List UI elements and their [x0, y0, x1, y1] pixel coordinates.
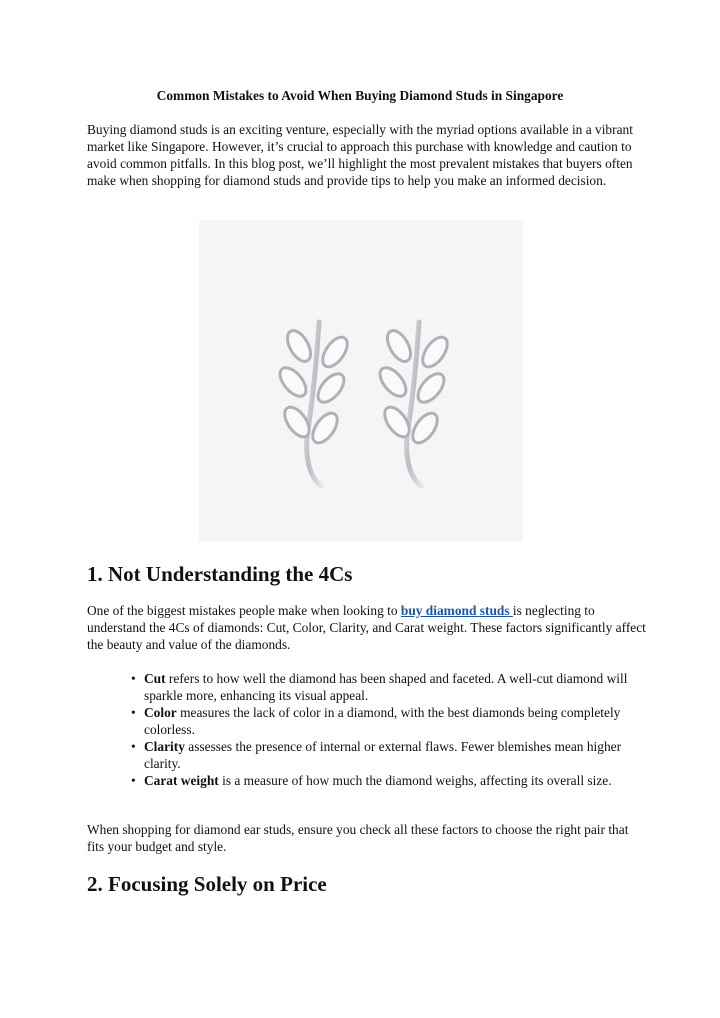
intro-paragraph: Buying diamond studs is an exciting venture, especially with the myriad options available in a vibrant market like Singapore. However, it’s crucial to approach this purchase with knowledge and caution to avoid common pitfalls. In this blog post, we’ll highlight the most prevalent mistakes that buyers often make when shopping for diamond studs and provide tips to help you make an informed decision.	[87, 122, 633, 188]
bullet-term: Cut	[144, 671, 166, 686]
bullet-text: assesses the presence of internal or external flaws. Fewer blemishes mean higher clarity.	[144, 739, 622, 771]
bullet-term: Carat weight	[144, 773, 219, 788]
section-1-text-before-link: One of the biggest mistakes people make when looking to	[87, 603, 401, 618]
bullet-text: measures the lack of color in a diamond, with the best diamonds being completely colorless.	[144, 705, 621, 737]
bullet-text: is a measure of how much the diamond weighs, affecting its overall size.	[218, 773, 612, 788]
bullet-term: Clarity	[144, 739, 185, 754]
bullet-term: Color	[144, 705, 177, 720]
section-1-heading: 1. Not Understanding the 4Cs	[87, 562, 353, 586]
section-2-heading: 2. Focusing Solely on Price	[87, 872, 327, 896]
section-1-paragraph	[87, 602, 647, 653]
bullet-color: • Color measures the lack of color in a diamond, with the best diamonds being completely colorless.	[131, 705, 621, 737]
bullet-carat-weight: • Carat weight is a measure of how much the diamond weighs, affecting its overall size.	[131, 773, 612, 788]
section-1-text-after-link: is neglecting to understand the 4Cs of diamonds: Cut, Color, Clarity, and Carat weight. These factors significantly affect the beauty and value of the diamonds.	[87, 603, 646, 652]
buy-diamond-studs-link[interactable]: buy diamond studs	[400, 603, 513, 618]
4cs-bullet-list	[0, 670, 720, 789]
bullet-clarity: • Clarity assesses the presence of internal or external flaws. Fewer blemishes mean higher clarity.	[131, 739, 622, 771]
leaf-earrings-image	[199, 220, 523, 542]
left-earring	[275, 322, 352, 486]
document-title: Common Mistakes to Avoid When Buying Diamond Studs in Singapore	[156, 88, 564, 103]
right-earring	[375, 322, 452, 486]
section-1-closing-paragraph: When shopping for diamond ear studs, ensure you check all these factors to choose the right pair that fits your budget and style.	[87, 822, 629, 854]
bullet-text: refers to how well the diamond has been shaped and faceted. A well-cut diamond will sparkle more, enhancing its visual appeal.	[144, 671, 628, 703]
bullet-cut: • Cut refers to how well the diamond has been shaped and faceted. A well-cut diamond will sparkle more, enhancing its visual appeal.	[131, 671, 628, 703]
earrings-photo	[199, 220, 523, 542]
